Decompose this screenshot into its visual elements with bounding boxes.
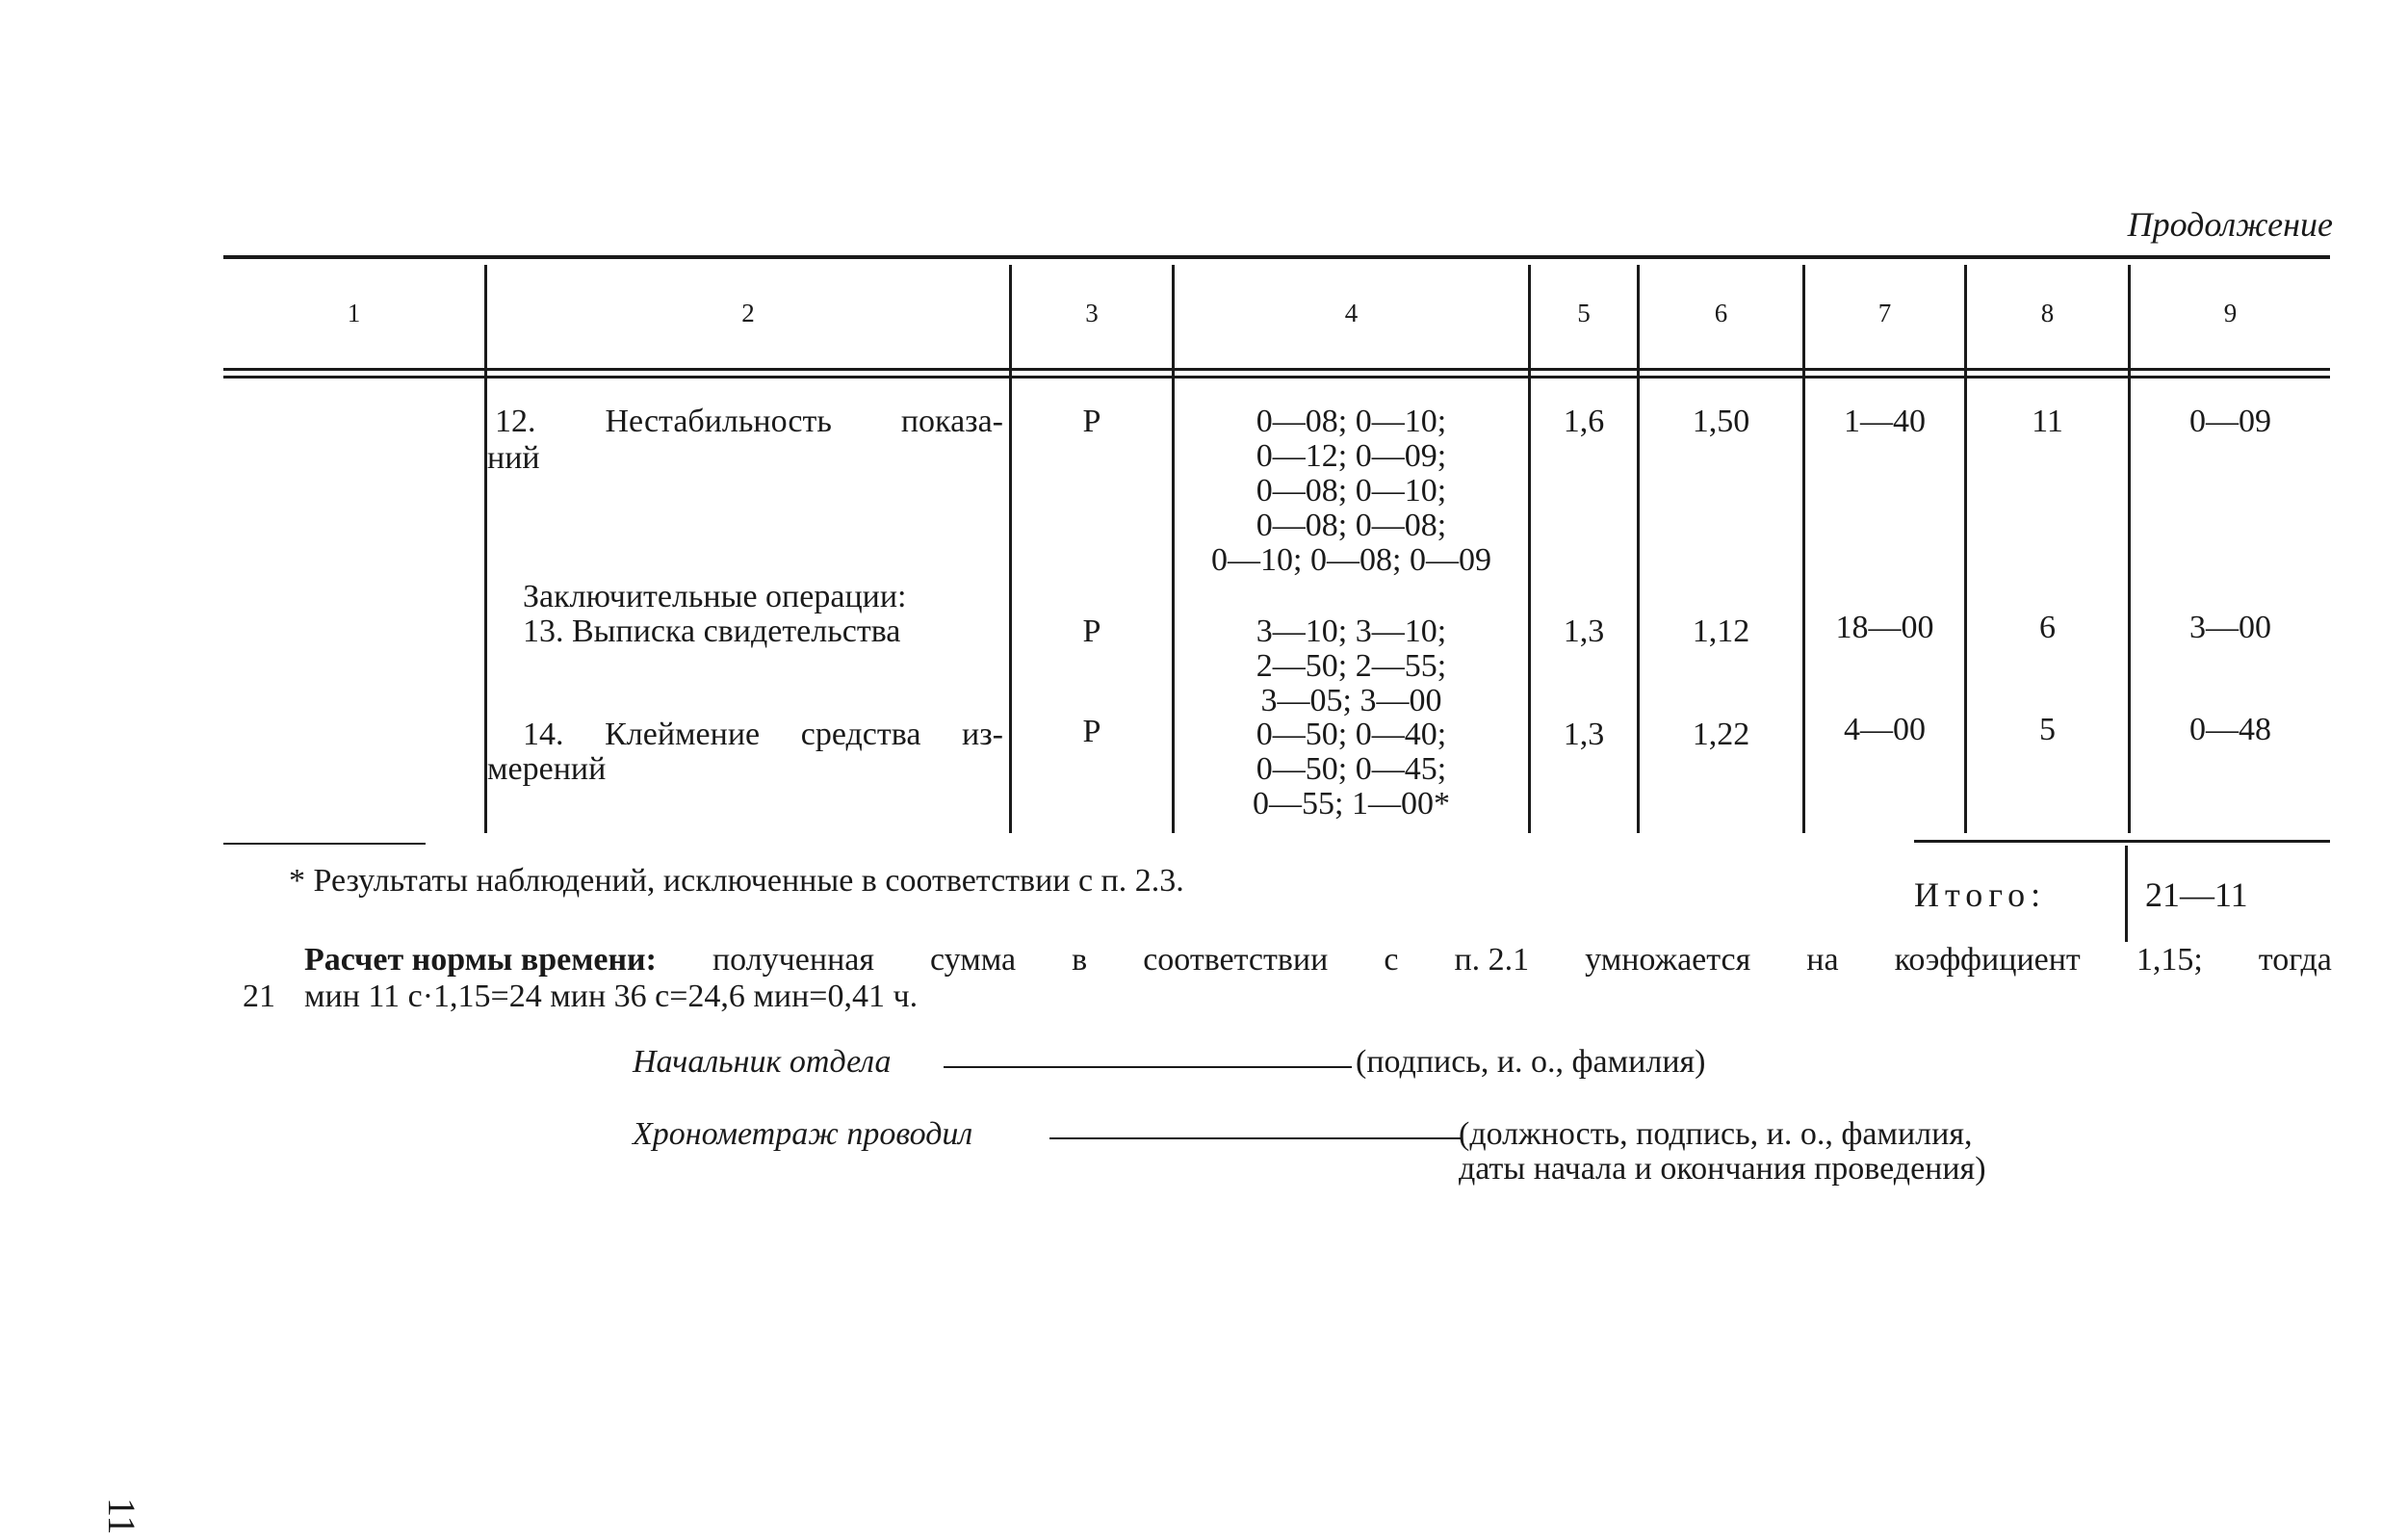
column-divider [1964, 265, 1967, 833]
calculation-word: тогда [2258, 942, 2332, 978]
signature-role: Начальник отдела [633, 1044, 892, 1080]
signature-line [944, 1066, 1352, 1068]
calculation-word: на [1806, 942, 1839, 978]
observation-line: 0—50; 0—45; [1256, 751, 1447, 787]
calculation-word: с [1384, 942, 1399, 978]
category-cell: Р [1082, 404, 1101, 439]
column-header: 8 [2040, 299, 2055, 327]
signature-role: Хронометраж проводил [633, 1116, 973, 1152]
column-divider [1802, 265, 1805, 833]
calculation-line [243, 942, 2332, 979]
observations-cell [1175, 718, 1528, 822]
calculation-line [243, 979, 2332, 1015]
calculation-word: сумма [930, 942, 1017, 978]
value-cell: 1,22 [1692, 717, 1750, 752]
header-double-rule-top [223, 368, 2330, 371]
footnote: * Результаты наблюдений, исключенные в соответствии с п. 2.3. [289, 863, 1184, 899]
value-cell: 1,50 [1692, 404, 1750, 439]
value-cell: 5 [2039, 712, 2056, 747]
value-cell: 3—00 [2189, 610, 2271, 645]
signature-timer [633, 1117, 972, 1152]
calculation-result: мин 11 с·1,15=24 мин 36 с=24,6 мин=0,41 ч. [304, 979, 919, 1014]
time-norm-calculation [243, 942, 2332, 1015]
observation-line: 0—08; 0—08; [1256, 508, 1447, 543]
signature-hint-line: (должность, подпись, и. о., фамилия, [1459, 1116, 1973, 1152]
column-header: 5 [1577, 299, 1591, 327]
calculation-word: умножается [1585, 942, 1751, 978]
column-divider [2128, 265, 2131, 833]
signature-hint-line: даты начала и окончания проведения) [1459, 1151, 1986, 1187]
operation-name-continued: мерений [487, 751, 607, 787]
continuation-label: Продолжение [2127, 205, 2333, 244]
column-header: 4 [1344, 299, 1359, 327]
operation-name: 13. Выписка свидетельства [523, 613, 901, 649]
observation-line: 0—12; 0—09; [1256, 438, 1447, 474]
value-cell: 1—40 [1844, 404, 1926, 439]
observation-line: 3—10; 3—10; [1256, 613, 1447, 649]
value-cell: 6 [2039, 610, 2056, 645]
value-cell: 18—00 [1835, 610, 1934, 645]
category-cell: Р [1082, 613, 1101, 649]
calculation-word: соответствии [1143, 942, 1329, 978]
column-divider [484, 265, 487, 833]
total-value: 21—11 [2145, 875, 2248, 914]
value-cell: 1,6 [1563, 404, 1605, 439]
observation-line: 0—50; 0—40; [1256, 717, 1447, 752]
value-cell: 0—09 [2189, 404, 2271, 439]
page-number: 11 [100, 1498, 143, 1535]
operation-name-continued: ний [487, 440, 540, 476]
calculation-word: полученная [712, 942, 874, 978]
observation-line: 0—08; 0—10; [1256, 473, 1447, 509]
column-header: 1 [347, 299, 361, 327]
operation-name: 14. Клеймение средства из- [523, 717, 1003, 752]
category-cell: Р [1082, 714, 1101, 749]
calculation-word: 1,15; [2136, 942, 2203, 978]
calculation-word: п. 2.1 [1454, 942, 1530, 978]
operation-name: 12. Нестабильность показа- [495, 404, 1003, 439]
footnote-separator [223, 843, 426, 845]
column-header: 2 [741, 299, 755, 327]
value-cell: 4—00 [1844, 712, 1926, 747]
value-cell: 1,3 [1563, 613, 1605, 649]
column-header: 6 [1714, 299, 1728, 327]
signature-head [633, 1045, 892, 1080]
value-cell: 1,12 [1692, 613, 1750, 649]
total-divider [2125, 846, 2128, 942]
observations-cell [1175, 405, 1528, 578]
calculation-word: в [1072, 942, 1088, 978]
section-title: Заключительные операции: [523, 579, 907, 614]
observation-line: 3—05; 3—00 [1260, 683, 1442, 718]
column-header: 9 [2223, 299, 2238, 327]
column-header: 7 [1877, 299, 1892, 327]
observation-line: 0—55; 1—00* [1253, 786, 1450, 822]
total-label: Итого: [1914, 875, 2047, 914]
calculation-word: коэффициент [1894, 942, 2081, 978]
calculation-word: 21 [243, 979, 275, 1014]
value-cell: 1,3 [1563, 717, 1605, 752]
calculation-label: Расчет нормы времени: [304, 942, 657, 978]
table-top-rule [223, 255, 2330, 259]
signature-line [1049, 1137, 1462, 1139]
observation-line: 0—08; 0—10; [1256, 404, 1447, 439]
value-cell: 11 [2032, 404, 2063, 439]
observation-line: 0—10; 0—08; 0—09 [1211, 542, 1491, 578]
signature-hint: (подпись, и. о., фамилия) [1356, 1044, 1706, 1080]
total-rule [1914, 840, 2330, 843]
column-header: 3 [1085, 299, 1099, 327]
header-double-rule-bottom [223, 376, 2330, 378]
observations-cell [1175, 614, 1528, 718]
observation-line: 2—50; 2—55; [1256, 648, 1447, 684]
signature-hint [1459, 1117, 1986, 1187]
value-cell: 0—48 [2189, 712, 2271, 747]
